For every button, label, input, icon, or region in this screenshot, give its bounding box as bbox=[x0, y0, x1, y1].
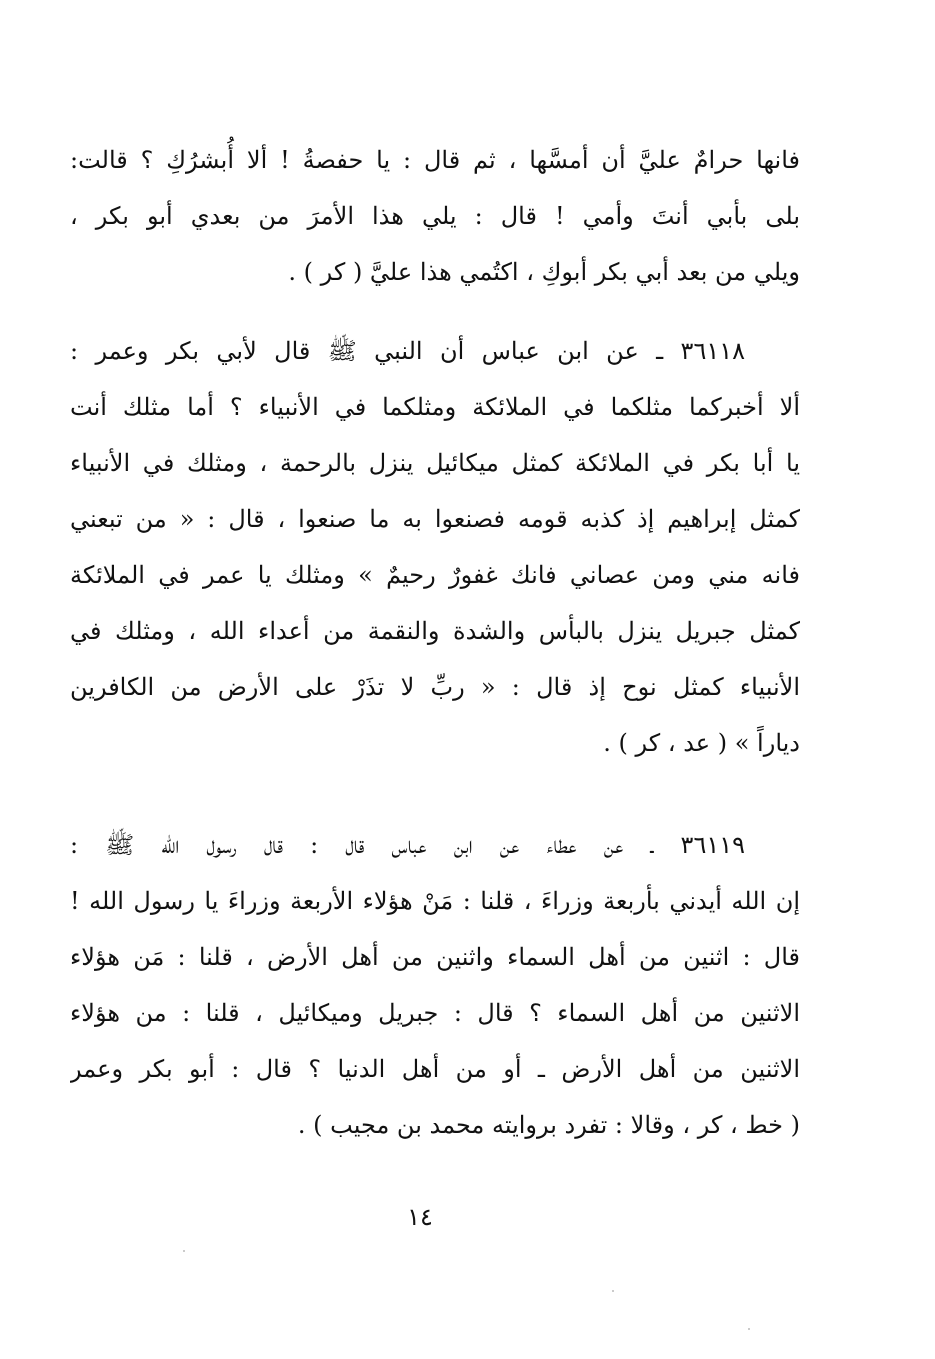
text-line: الاثنين من أهل الأرض ـ أو من أهل الدنيا ؟ قال : أبو بكر وعمر bbox=[70, 1055, 800, 1083]
hadith-36118 bbox=[70, 323, 800, 771]
hadith-36119 bbox=[70, 817, 800, 1153]
text-line: فانه مني ومن عصاني فانك غفورٌ رحيمٌ » ومثلك يا عمر في الملائكة bbox=[70, 561, 800, 589]
page-number: ١٤ bbox=[407, 1203, 433, 1231]
scan-speck bbox=[183, 1250, 185, 1252]
text-line: دياراً » ( عد ، كر ) . bbox=[603, 729, 800, 757]
hadith-heading-line: ٣٦١١٩ ـ عن عطاء عن ابن عباس قال : قال رسول الله ﷺ : bbox=[70, 831, 745, 859]
text-line: ويلي من بعد أبي بكر أبوكِ ، اكتُمي هذا عليَّ ( كر ) . bbox=[288, 258, 800, 286]
text-line: يا أبا بكر في الملائكة كمثل ميكائيل ينزل بالرحمة ، ومثلك في الأنبياء bbox=[70, 449, 800, 477]
text-line: إن الله أيدني بأربعة وزراءَ ، قلنا : مَنْ هؤلاء الأربعة وزراءَ يا رسول الله ! bbox=[70, 887, 800, 915]
paragraph-continuation bbox=[70, 132, 800, 300]
text-line: الاثنين من أهل السماء ؟ قال : جبريل وميكائيل ، قلنا : من هؤلاء bbox=[70, 999, 800, 1027]
text-line: الأنبياء كمثل نوح إذ قال : « ربِّ لا تذَرْ على الأرض من الكافرين bbox=[70, 673, 800, 701]
text-line: قال : اثنين من أهل السماء واثنين من أهل الأرض ، قلنا : مَن هؤلاء bbox=[70, 943, 800, 971]
text-line: ( خط ، كر ، وقالا : تفرد بروايته محمد بن مجيب ) . bbox=[297, 1111, 800, 1139]
text-line: بلى بأبي أنتَ وأمي ! قال : يلي هذا الأمرَ من بعدي أبو بكر ، bbox=[70, 202, 800, 230]
hadith-heading-line: ٣٦١١٨ ـ عن ابن عباس أن النبي ﷺ قال لأبي بكر وعمر : bbox=[70, 337, 745, 365]
scan-speck bbox=[748, 1328, 750, 1330]
text-line: فانها حرامٌ عليَّ أن أمسَّها ، ثم قال : يا حفصةُ ! ألا أُبشرُكِ ؟ قالت: bbox=[70, 146, 800, 174]
text-line: ألا أخبركما مثلكما في الملائكة ومثلكما في الأنبياء ؟ أما مثلك أنت bbox=[70, 393, 800, 421]
scan-speck bbox=[612, 1290, 614, 1292]
text-line: كمثل جبريل ينزل بالبأس والشدة والنقمة من أعداء الله ، ومثلك في bbox=[70, 617, 800, 645]
text-line: كمثل إبراهيم إذ كذبه قومه فصنعوا به ما صنعوا ، قال : « من تبعني bbox=[70, 505, 800, 533]
